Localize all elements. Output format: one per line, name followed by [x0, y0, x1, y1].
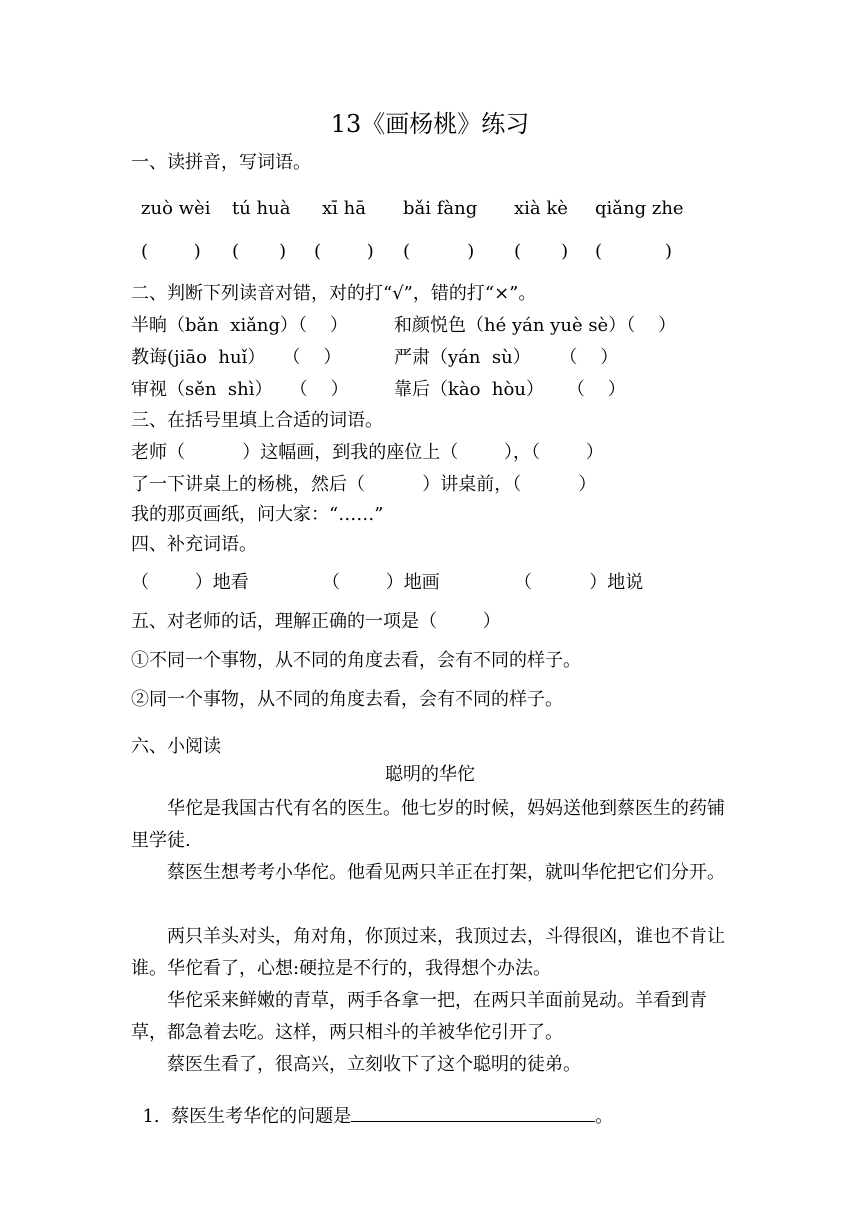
judge-item-4[interactable]: 严肃（yán sù） （ ）: [394, 347, 619, 368]
section-2-heading: 二、判断下列读音对错，对的打“√”，错的打“×”。: [131, 283, 537, 304]
pinyin-2: tú huà: [232, 198, 291, 219]
section-4-heading: 四、补充词语。: [131, 534, 257, 555]
fill-line-3: 我的那页画纸，问大家：“……”: [131, 504, 384, 525]
story-paragraph-2: 蔡医生想考考小华佗。他看见两只羊正在打架，就叫华佗把它们分开。: [167, 862, 725, 883]
question-1-answer-line[interactable]: [351, 1105, 595, 1122]
choice-option-1[interactable]: ①不同一个事物，从不同的角度去看，会有不同的样子。: [131, 650, 581, 671]
question-1-end: 。: [595, 1106, 614, 1127]
fill-line-2[interactable]: 了一下讲桌上的杨桃，然后（ ）讲桌前，（ ）: [131, 474, 597, 495]
question-1-text: 1. 蔡医生考华佗的问题是: [142, 1106, 352, 1127]
fill-line-1[interactable]: 老师（ ）这幅画，到我的座位上（ ），（ ）: [131, 442, 604, 463]
story-paragraph-5: 蔡医生看了，很高兴，立刻收下了这个聪明的徒弟。: [167, 1054, 581, 1075]
judge-item-5[interactable]: 审视（sěn shì） （ ）: [131, 379, 349, 400]
choice-option-2[interactable]: ②同一个事物，从不同的角度去看，会有不同的样子。: [131, 689, 563, 710]
section-3-heading: 三、在括号里填上合适的词语。: [131, 410, 383, 431]
pinyin-4: bǎi fàng: [403, 198, 478, 219]
answer-blank-2[interactable]: ( ): [232, 241, 287, 262]
answer-blank-6[interactable]: ( ): [595, 241, 672, 262]
story-paragraph-3: 两只羊头对头，角对角，你顶过来，我顶过去，斗得很凶，谁也不肯让谁。华佗看了，心想:硬拉是不行的，我得想个办法。: [131, 926, 725, 979]
answer-blank-5[interactable]: ( ): [514, 241, 569, 262]
section-1-heading: 一、读拼音，写词语。: [131, 152, 311, 173]
answer-blank-4[interactable]: ( ): [403, 241, 475, 262]
story-paragraph-1: 华佗是我国古代有名的医生。他七岁的时候，妈妈送他到蔡医生的药铺里学徒.: [131, 798, 725, 851]
pinyin-3: xī hā: [322, 198, 366, 219]
question-1: [131, 1087, 613, 1126]
word-fill-1[interactable]: （ ）地看: [131, 572, 249, 593]
answer-blank-1[interactable]: ( ): [141, 241, 201, 262]
section-6-heading: 六、小阅读: [131, 736, 221, 757]
page-title: 13《画杨桃》练习: [330, 110, 530, 138]
pinyin-5: xià kè: [514, 198, 568, 219]
judge-item-1[interactable]: 半晌（bǎn xiǎng）（ ）: [131, 315, 348, 336]
word-fill-3[interactable]: （ ）地说: [514, 572, 644, 593]
judge-item-2[interactable]: 和颜悦色（hé yán yuè sè）（ ）: [394, 315, 677, 336]
story-title: 聪明的华佗: [385, 764, 475, 785]
judge-item-3[interactable]: 教诲(jiāo huǐ） （ ）: [131, 347, 342, 368]
answer-blank-3[interactable]: ( ): [314, 241, 374, 262]
judge-item-6[interactable]: 靠后（kào hòu） （ ）: [394, 379, 626, 400]
section-5-heading[interactable]: 五、对老师的话，理解正确的一项是（ ）: [131, 611, 501, 632]
word-fill-2[interactable]: （ ）地画: [322, 572, 440, 593]
pinyin-6: qiǎng zhe: [595, 198, 684, 219]
story-paragraph-4: 华佗采来鲜嫩的青草，两手各拿一把，在两只羊面前晃动。羊看到青草，都急着去吃。这样，两只相斗的羊被华佗引开了。: [131, 990, 707, 1043]
pinyin-1: zuò wèi: [141, 198, 211, 219]
